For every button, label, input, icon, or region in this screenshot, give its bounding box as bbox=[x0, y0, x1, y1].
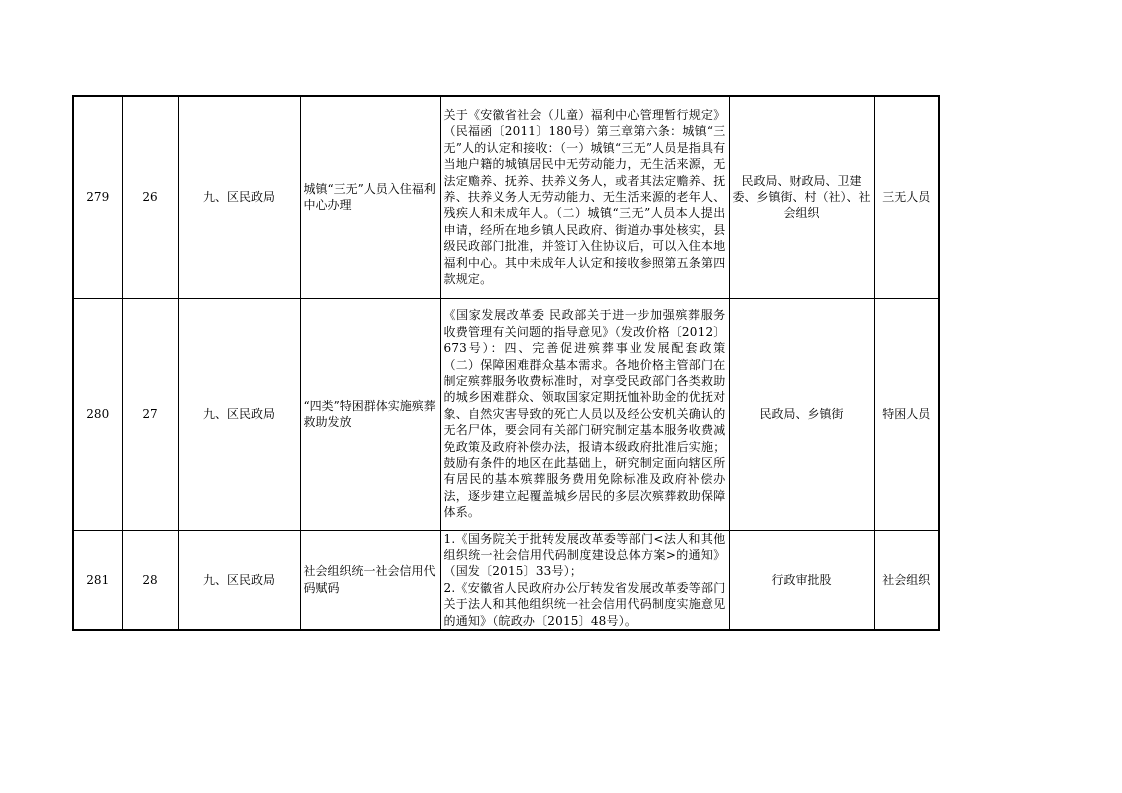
target-cell: 社会组织 bbox=[874, 530, 939, 630]
table-row bbox=[73, 298, 939, 530]
dept-cell: 九、区民政局 bbox=[178, 96, 300, 298]
seq-cell: 281 bbox=[73, 530, 122, 630]
dept-cell: 九、区民政局 bbox=[178, 530, 300, 630]
policy-table bbox=[72, 95, 940, 631]
seq-cell: 279 bbox=[73, 96, 122, 298]
basis-cell bbox=[440, 530, 729, 630]
table-row bbox=[73, 96, 939, 298]
num-cell: 26 bbox=[122, 96, 178, 298]
item-cell: 社会组织统一社会信用代码赋码 bbox=[300, 530, 440, 630]
basis-line: 1.《国务院关于批转发展改革委等部门<法人和其他组织统一社会信用代码制度建设总体方案>的通知》（国发〔2015〕33号）； bbox=[443, 531, 726, 579]
units-cell: 民政局、乡镇街 bbox=[729, 298, 874, 530]
table-row bbox=[73, 530, 939, 630]
item-cell: 城镇“三无”人员入住福利中心办理 bbox=[300, 96, 440, 298]
target-cell: 特困人员 bbox=[874, 298, 939, 530]
basis-cell: 关于《安徽省社会（儿童）福利中心管理暂行规定》（民福函〔2011〕180号）第三章第六条：城镇“三无”人的认定和接收：（一）城镇“三无”人员是指具有当地户籍的城镇居民中无劳动能力，无生活来源，无法定赡养、抚养、扶养义务人，或者其法定赡养、抚养、扶养义务人无劳动能力、无生活来源的老年人、残疾人和未成年人。（二）城镇“三无”人员本人提出申请，经所在地乡镇人民政府、街道办事处核实，县级民政部门批准，并签订入住协议后，可以入住本地福利中心。其中未成年人认定和接收参照第五条第四款规定。 bbox=[440, 96, 729, 298]
dept-cell: 九、区民政局 bbox=[178, 298, 300, 530]
units-cell: 行政审批股 bbox=[729, 530, 874, 630]
target-cell: 三无人员 bbox=[874, 96, 939, 298]
units-cell: 民政局、财政局、卫建委、乡镇街、村（社）、社会组织 bbox=[729, 96, 874, 298]
basis-cell: 《国家发展改革委 民政部关于进一步加强殡葬服务收费管理有关问题的指导意见》（发改价格〔2012〕673号）：四、完善促进殡葬事业发展配套政策 （二）保障困难群众基本需求。各地价格主管部门在制定殡葬服务收费标准时，对享受民政部门各类救助的城乡困难群众、领取国家定期抚恤补助金的优抚对象、自然灾害导致的死亡人员以及经公安机关确认的无名尸体，要会同有关部门研究制定基本服务收费减免政策及政府补偿办法，报请本级政府批准后实施；鼓励有条件的地区在此基础上，研究制定面向辖区所有居民的基本殡葬服务费用免除标准及政府补偿办法，逐步建立起覆盖城乡居民的多层次殡葬救助保障体系。 bbox=[440, 298, 729, 530]
basis-line: 2.《安徽省人民政府办公厅转发省发展改革委等部门关于法人和其他组织统一社会信用代码制度实施意见的通知》（皖政办〔2015〕48号）。 bbox=[443, 580, 726, 628]
item-cell: “四类”特困群体实施殡葬救助发放 bbox=[300, 298, 440, 530]
num-cell: 28 bbox=[122, 530, 178, 630]
seq-cell: 280 bbox=[73, 298, 122, 530]
num-cell: 27 bbox=[122, 298, 178, 530]
